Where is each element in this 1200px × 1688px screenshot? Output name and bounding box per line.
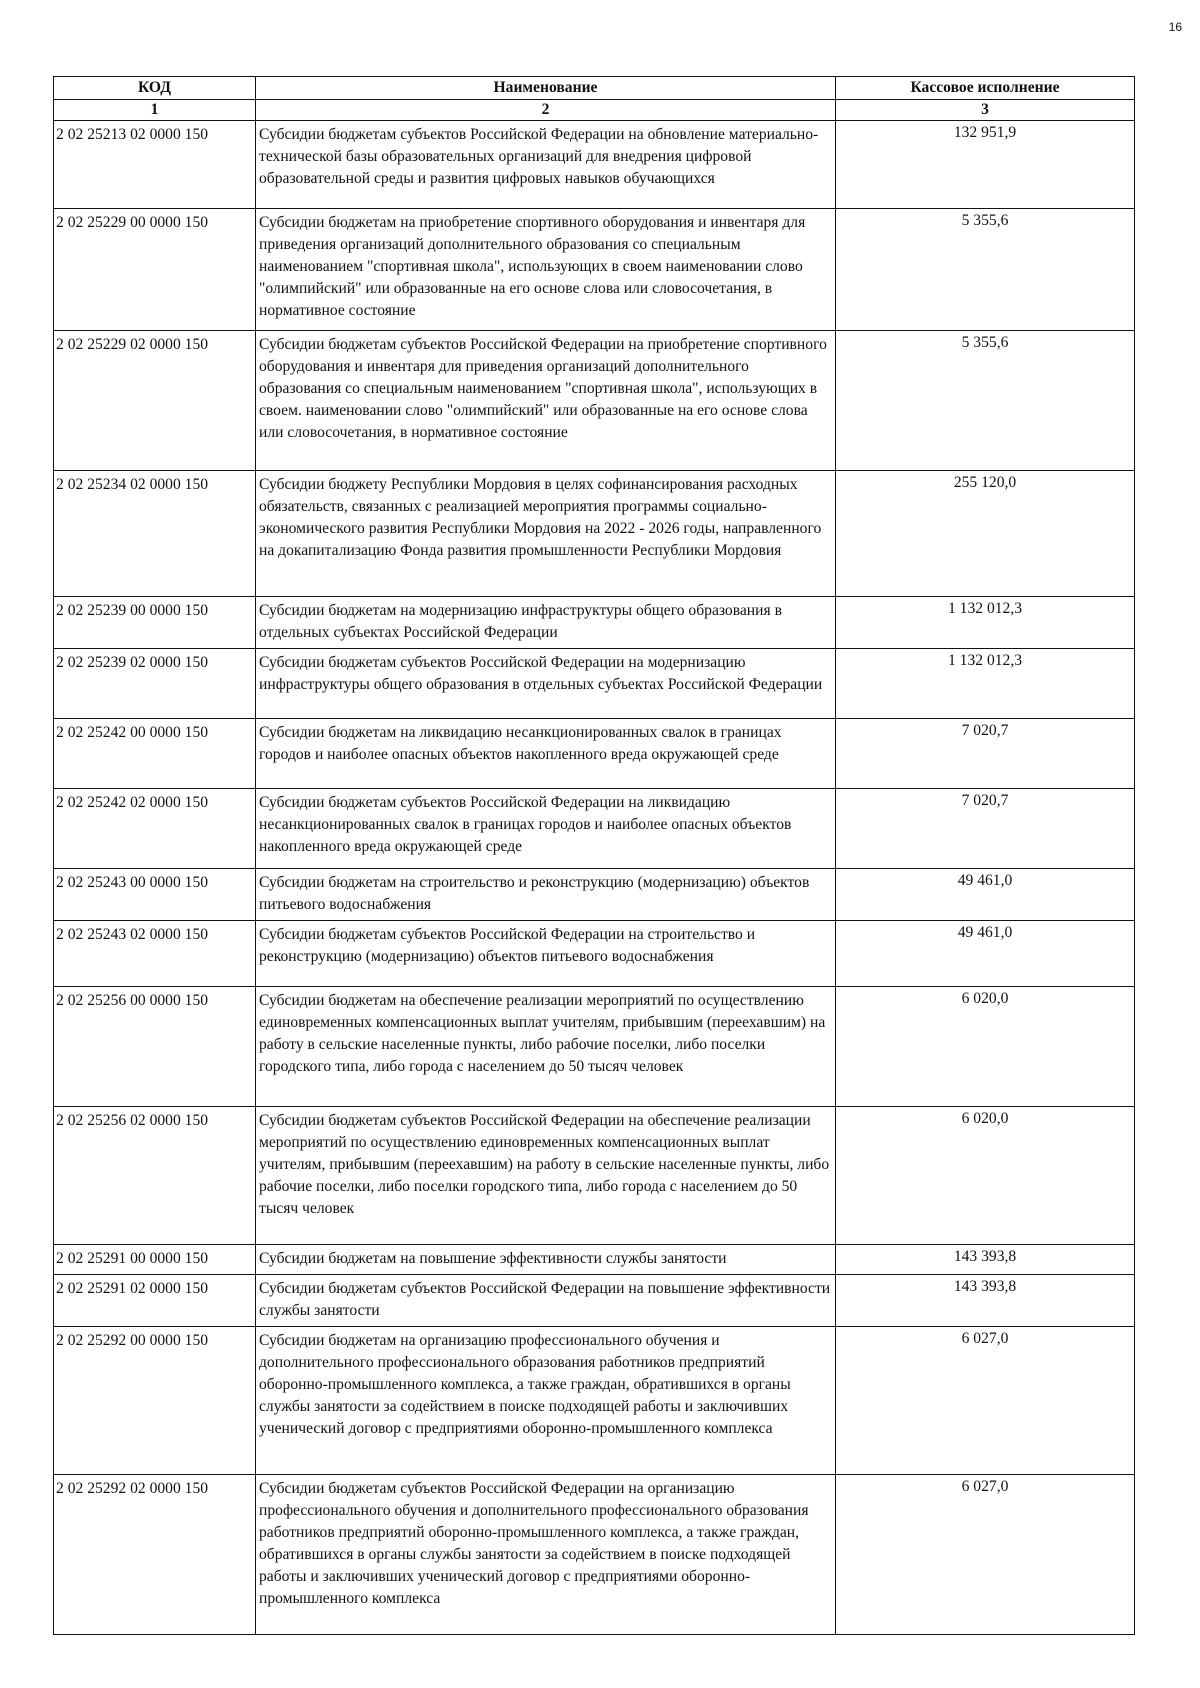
column-number-3: 3 [836,100,1135,121]
row-name: Субсидии бюджетам субъектов Российской Федерации на ликвидацию несанкционированных свалок в границах городов и наиболее опасных объектов накопленного вреда окружающей среде [256,789,836,869]
table-row [54,121,1135,209]
row-name: Субсидии бюджетам субъектов Российской Федерации на приобретение спортивного оборудования и инвентаря для приведения организаций дополнительного образования со специальным наименованием "спортивная школа", использующих в своем. наименовании слово "олимпийский" или образованные на его основе слова или словосочетания, в нормативное состояние [256,331,836,471]
table-row [54,1275,1135,1327]
row-amount: 7 020,7 [836,789,1135,869]
row-amount: 143 393,8 [836,1275,1135,1327]
table-row [54,331,1135,471]
row-code: 2 02 25256 00 0000 150 [54,987,256,1107]
page-number: 16 [1168,20,1182,34]
table-row [54,649,1135,719]
column-number-row [54,100,1135,121]
table-row [54,987,1135,1107]
row-amount: 5 355,6 [836,209,1135,331]
table-row [54,921,1135,987]
row-name: Субсидии бюджетам на приобретение спортивного оборудования и инвентаря для приведения организаций дополнительного образования со специальным наименованием "спортивная школа", использующих в своем наименовании слово "олимпийский" или образованные на его основе слова или словосочетания, в нормативное состояние [256,209,836,331]
row-code: 2 02 25256 02 0000 150 [54,1107,256,1245]
row-code: 2 02 25292 02 0000 150 [54,1475,256,1635]
row-name: Субсидии бюджетам субъектов Российской Федерации на организацию профессионального обучения и дополнительного профессионального образования работников предприятий оборонно-промышленного комплекса, а также граждан, обратившихся в органы службы занятости за содействием в поиске подходящей работы и заключивших ученический договор с предприятиями оборонно-промышленного комплекса [256,1475,836,1635]
row-name: Субсидии бюджетам субъектов Российской Федерации на обновление материально-технической базы образовательных организаций для внедрения цифровой образовательной среды и развития цифровых навыков обучающихся [256,121,836,209]
table-row [54,719,1135,789]
header-name: Наименование [256,77,836,100]
row-code: 2 02 25291 02 0000 150 [54,1275,256,1327]
row-amount: 143 393,8 [836,1245,1135,1275]
row-name: Субсидии бюджетам на повышение эффективности службы занятости [256,1245,836,1275]
row-amount: 6 027,0 [836,1327,1135,1475]
table-row [54,471,1135,597]
row-code: 2 02 25291 00 0000 150 [54,1245,256,1275]
row-code: 2 02 25229 02 0000 150 [54,331,256,471]
row-amount: 5 355,6 [836,331,1135,471]
row-code: 2 02 25239 00 0000 150 [54,597,256,649]
table-row [54,1107,1135,1245]
table-row [54,789,1135,869]
row-name: Субсидии бюджетам субъектов Российской Федерации на повышение эффективности службы занятости [256,1275,836,1327]
header-row [54,77,1135,100]
row-name: Субсидии бюджетам на строительство и реконструкцию (модернизацию) объектов питьевого водоснабжения [256,869,836,921]
row-code: 2 02 25242 02 0000 150 [54,789,256,869]
row-amount: 6 020,0 [836,1107,1135,1245]
row-name: Субсидии бюджетам субъектов Российской Федерации на обеспечение реализации мероприятий по осуществлению единовременных компенсационных выплат учителям, прибывшим (переехавшим) на работу в сельские населенные пункты, либо рабочие поселки, либо поселки городского типа, либо города с населением до 50 тысяч человек [256,1107,836,1245]
row-code: 2 02 25292 00 0000 150 [54,1327,256,1475]
row-name: Субсидии бюджетам на модернизацию инфраструктуры общего образования в отдельных субъектах Российской Федерации [256,597,836,649]
table-row [54,1245,1135,1275]
row-amount: 255 120,0 [836,471,1135,597]
row-code: 2 02 25229 00 0000 150 [54,209,256,331]
row-amount: 6 027,0 [836,1475,1135,1635]
row-name: Субсидии бюджетам на организацию профессионального обучения и дополнительного профессионального образования работников предприятий оборонно-промышленного комплекса, а также граждан, обратившихся в органы службы занятости за содействием в поиске подходящей работы и заключивших ученический договор с предприятиями оборонно-промышленного комплекса [256,1327,836,1475]
row-amount: 49 461,0 [836,921,1135,987]
row-code: 2 02 25213 02 0000 150 [54,121,256,209]
row-amount: 1 132 012,3 [836,597,1135,649]
row-amount: 49 461,0 [836,869,1135,921]
table-row [54,869,1135,921]
table-row [54,1327,1135,1475]
row-code: 2 02 25243 00 0000 150 [54,869,256,921]
header-amount: Кассовое исполнение [836,77,1135,100]
column-number-1: 1 [54,100,256,121]
row-name: Субсидии бюджетам на ликвидацию несанкционированных свалок в границах городов и наиболее опасных объектов накопленного вреда окружающей среде [256,719,836,789]
row-amount: 7 020,7 [836,719,1135,789]
row-amount: 1 132 012,3 [836,649,1135,719]
row-amount: 6 020,0 [836,987,1135,1107]
row-name: Субсидии бюджету Республики Мордовия в целях софинансирования расходных обязательств, связанных с реализацией мероприятия программы социально-экономического развития Республики Мордовия на 2022 - 2026 годы, направленного на докапитализацию Фонда развития промышленности Республики Мордовия [256,471,836,597]
row-code: 2 02 25234 02 0000 150 [54,471,256,597]
budget-table [53,76,1135,1635]
row-name: Субсидии бюджетам субъектов Российской Федерации на модернизацию инфраструктуры общего образования в отдельных субъектах Российской Федерации [256,649,836,719]
row-code: 2 02 25243 02 0000 150 [54,921,256,987]
table-row [54,209,1135,331]
row-code: 2 02 25239 02 0000 150 [54,649,256,719]
row-name: Субсидии бюджетам субъектов Российской Федерации на строительство и реконструкцию (модернизацию) объектов питьевого водоснабжения [256,921,836,987]
row-code: 2 02 25242 00 0000 150 [54,719,256,789]
header-code: КОД [54,77,256,100]
table-row [54,1475,1135,1635]
row-name: Субсидии бюджетам на обеспечение реализации мероприятий по осуществлению единовременных компенсационных выплат учителям, прибывшим (переехавшим) на работу в сельские населенные пункты, либо рабочие поселки, либо поселки городского типа, либо города с населением до 50 тысяч человек [256,987,836,1107]
table-row [54,597,1135,649]
column-number-2: 2 [256,100,836,121]
row-amount: 132 951,9 [836,121,1135,209]
